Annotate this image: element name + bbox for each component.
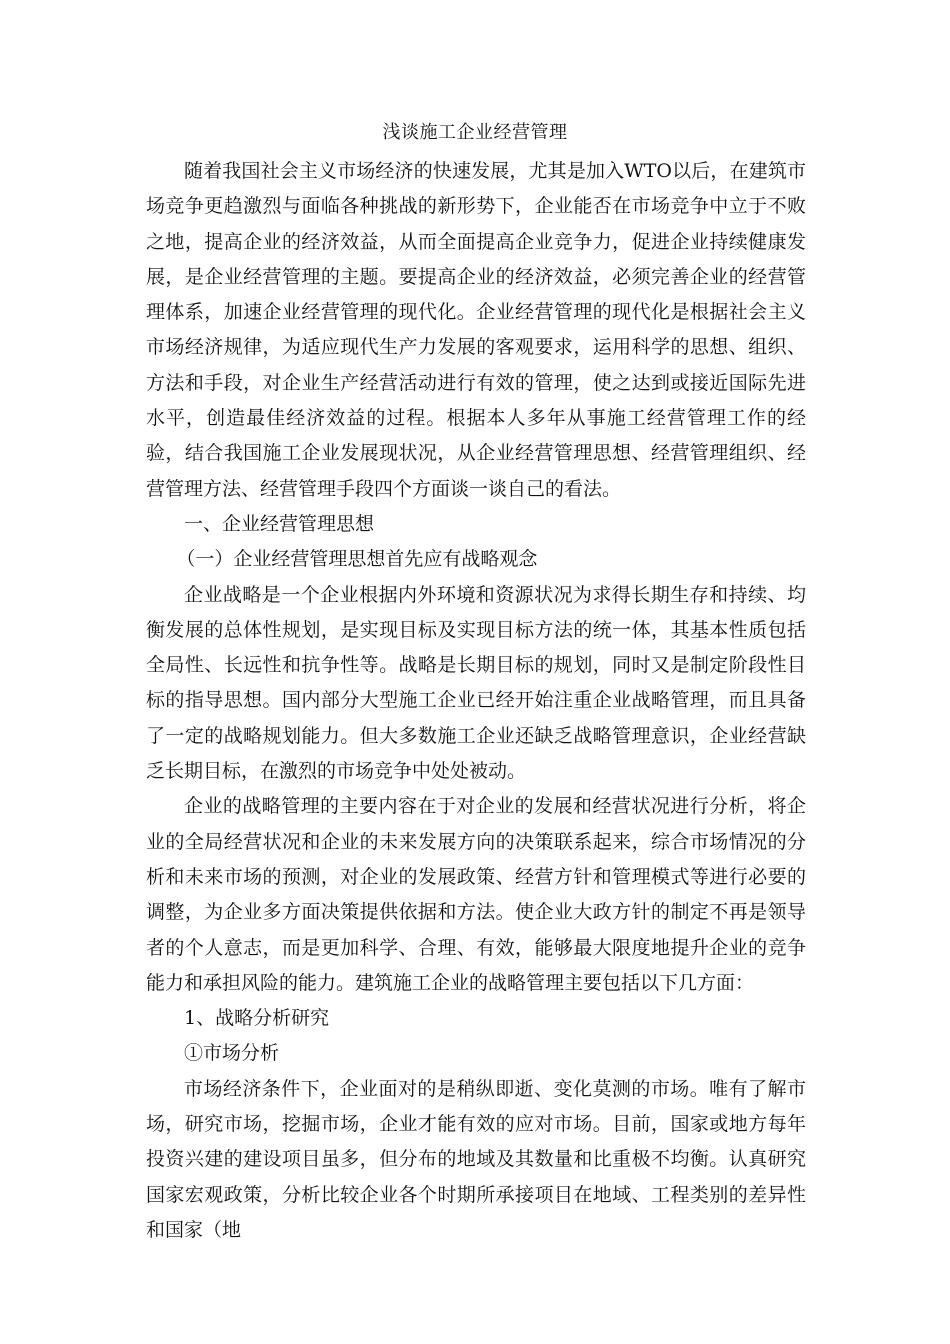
item-heading-market: ①市场分析 [184, 1042, 280, 1065]
item-heading-1: 1、战略分析研究 [184, 1007, 330, 1030]
document-title: 浅谈施工企业经营管理 [382, 122, 568, 143]
section-heading-1: 一、企业经营管理思想 [184, 512, 375, 535]
intro-paragraph: 随着我国社会主义市场经济的快速发展，尤其是加入WTO以后，在建筑市场竞争更趋激烈与面临各种挑战的新形势下，企业能否在市场竞争中立于不败之地，提高企业的经济效益，从而全面提高企业竞争力，促进企业持续健康发展，是企业经营管理的主题。要提高企业的经济效益，必须完善企业的经营管理体系，加速企业经营管理的现代化。企业经营管理的现代化是根据社会主义市场经济规律，为适应现代生产力发展的客观要求，运用科学的思想、组织、方法和手段，对企业生产经营活动进行有效的管理，使之达到或接近国际先进水平，创造最佳经济效益的过程。根据本人多年从事施工经营管理工作的经验，结合我国施工企业发展现状况，从企业经营管理思想、经营管理组织、经营管理方法、经营管理手段四个方面谈一谈自己的看法。 [146, 160, 806, 500]
strategy-management-paragraph: 企业的战略管理的主要内容在于对企业的发展和经营状况进行分析，将企业的全局经营状况和企业的未来发展方向的决策联系起来，综合市场情况的分析和未来市场的预测，对企业的发展政策、经营方针和管理模式等进行必要的调整，为企业多方面决策提供依据和方法。使企业大政方针的制定不再是领导者的个人意志，而是更加科学、合理、有效，能够最大限度地提升企业的竞争能力和承担风险的能力。建筑施工企业的战略管理主要包括以下几方面： [146, 795, 806, 994]
strategy-paragraph: 企业战略是一个企业根据内外环境和资源状况为求得长期生存和持续、均衡发展的总体性规划，是实现目标及实现目标方法的统一体，其基本性质包括全局性、长远性和抗争性等。战略是长期目标的规划，同时又是制定阶段性目标的指导思想。国内部分大型施工企业已经开始注重企业战略管理，而且具备了一定的战略规划能力。但大多数施工企业还缺乏战略管理意识，企业经营缺乏长期目标，在激烈的市场竞争中处处被动。 [146, 583, 806, 783]
subsection-heading-1: （一）企业经营管理思想首先应有战略观念 [176, 548, 538, 571]
market-paragraph: 市场经济条件下，企业面对的是稍纵即逝、变化莫测的市场。唯有了解市场，研究市场，挖掘市场，企业才能有效的应对市场。目前，国家或地方每年投资兴建的建设项目虽多，但分布的地域及其数量和比重极不均衡。认真研究国家宏观政策，分析比较企业各个时期所承接项目在地域、工程类别的差异性和国家（地 [146, 1077, 806, 1241]
document-body [146, 154, 806, 1248]
